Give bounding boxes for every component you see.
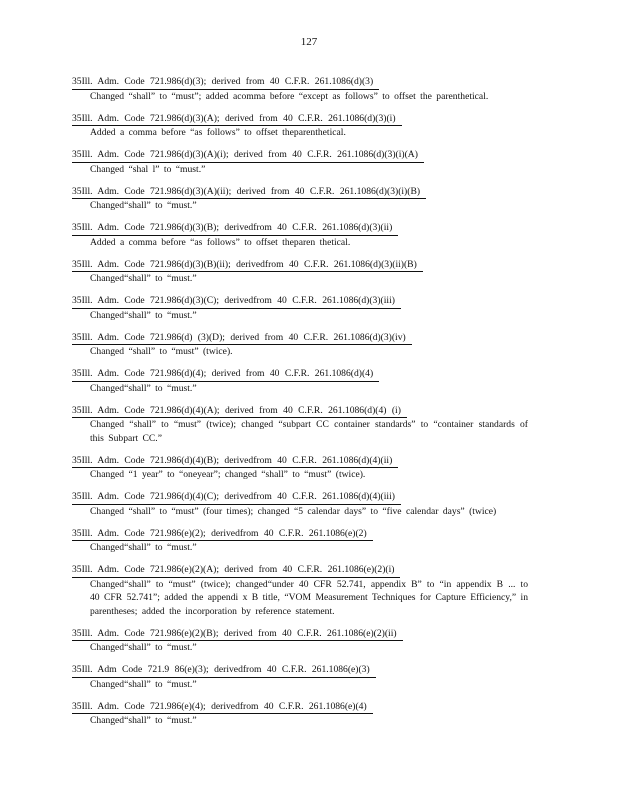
entry-citation: 35Ill. Adm. Code 721.986(d) (3)(D); derived from 40 C.F.R. 261.1086(d)(3)(iv) <box>72 332 412 346</box>
entry-note: Changed “shall” to “must” (twice); changed “subpart CC container standards” to “container standards of this Subpart CC.” <box>90 419 528 444</box>
entry-citation: 35Ill. Adm. Code 721.986(d)(4)(A); derived from 40 C.F.R. 261.1086(d)(4) (i) <box>72 405 407 419</box>
entry-citation: 35Ill. Adm. Code 721.986(d)(3)(A); derived from 40 C.F.R. 261.1086(d)(3)(i) <box>72 113 402 127</box>
derivation-entry <box>72 327 528 359</box>
entry-citation: 35Ill. Adm. Code 721.986(d)(3)(C); derivedfrom 40 C.F.R. 261.1086(d)(3)(iii) <box>72 295 401 309</box>
entry-citation: 35Ill. Adm. Code 721.986(e)(4); derivedfrom 40 C.F.R. 261.1086(e)(4) <box>72 701 373 715</box>
derivation-entry <box>72 400 528 446</box>
entry-citation: 35Ill. Adm. Code 721.986(d)(3)(A)(ii); derived from 40 C.F.R. 261.1086(d)(3)(i)(B) <box>72 186 426 200</box>
derivation-entry <box>72 450 528 482</box>
entry-citation: 35Ill. Adm. Code 721.986(d)(3)(A)(i); derived from 40 C.F.R. 261.1086(d)(3)(i)(A) <box>72 149 424 163</box>
derivation-entry <box>72 696 528 728</box>
entry-citation: 35Ill. Adm. Code 721.986(d)(3)(B); derivedfrom 40 C.F.R. 261.1086(d)(3)(ii) <box>72 222 398 236</box>
derivation-entry <box>72 217 528 249</box>
page-number: 127 <box>300 36 318 48</box>
entry-note: Changed“shall” to “must” (twice); changed“under 40 CFR 52.741, appendix B” to “in appendix B ... to 40 CFR 52.741”; added the appendi x B title, “VOM Measurement Techniques for Capture Efficiency,” in parentheses; added the incorporation by reference statement. <box>90 578 528 617</box>
entry-note: Changed“shall” to “must.” <box>90 382 197 394</box>
derivation-entry <box>72 181 528 213</box>
derivation-entry <box>72 71 528 103</box>
entry-citation: 35Ill. Adm. Code 721.986(d)(4); derived from 40 C.F.R. 261.1086(d)(4) <box>72 368 379 382</box>
entry-note: Added a comma before “as follows” to offset theparenthetical. <box>90 127 346 138</box>
derivation-entry <box>72 659 528 691</box>
derivation-notes-list <box>72 71 528 732</box>
derivation-entry <box>72 559 528 618</box>
entry-citation: 35Ill. Adm. Code 721.986(e)(2)(A); derived from 40 C.F.R. 261.1086(e)(2)(i) <box>72 564 400 578</box>
derivation-entry <box>72 144 528 176</box>
entry-note: Changed“shall” to “must.” <box>90 273 197 284</box>
entry-note: Changed“shall” to “must.” <box>90 715 197 726</box>
entry-note: Changed“shall” to “must.” <box>90 200 197 211</box>
entry-note: Changed“shall” to “must.” <box>90 642 197 653</box>
entry-citation: 35Ill. Adm. Code 721.986(d)(3); derived from 40 C.F.R. 261.1086(d)(3) <box>72 76 379 90</box>
entry-note: Changed “shall” to “must” (four times); changed “5 calendar days” to “five calendar days” (twice) <box>90 505 497 517</box>
derivation-entry <box>72 486 528 518</box>
entry-citation: 35Ill. Adm Code 721.9 86(e)(3); derivedfrom 40 C.F.R. 261.1086(e)(3) <box>72 664 376 678</box>
entry-note: Changed “1 year” to “oneyear”; changed “shall” to “must” (twice). <box>90 469 366 480</box>
derivation-entry <box>72 623 528 655</box>
entry-note: Changed “shal l” to “must.” <box>90 163 206 175</box>
entry-citation: 35Ill. Adm. Code 721.986(e)(2)(B); derived from 40 C.F.R. 261.1086(e)(2)(ii) <box>72 628 403 642</box>
entry-note: Changed“shall” to “must.” <box>90 542 197 553</box>
entry-citation: 35Ill. Adm. Code 721.986(e)(2); derivedfrom 40 C.F.R. 261.1086(e)(2) <box>72 528 373 542</box>
derivation-entry <box>72 108 528 140</box>
entry-note: Changed“shall” to “must.” <box>90 309 197 321</box>
entry-citation: 35Ill. Adm. Code 721.986(d)(4)(B); derivedfrom 40 C.F.R. 261.1086(d)(4)(ii) <box>72 455 398 469</box>
derivation-entry <box>72 290 528 322</box>
derivation-entry <box>72 523 528 555</box>
derivation-entry <box>72 363 528 395</box>
entry-citation: 35Ill. Adm. Code 721.986(d)(3)(B)(ii); derivedfrom 40 C.F.R. 261.1086(d)(3)(ii)(B) <box>72 259 423 273</box>
entry-citation: 35Ill. Adm. Code 721.986(d)(4)(C); derivedfrom 40 C.F.R. 261.1086(d)(4)(iii) <box>72 491 401 505</box>
entry-note: Changed“shall” to “must.” <box>90 678 197 690</box>
entry-note: Added a comma before “as follows” to offset theparen thetical. <box>90 236 351 248</box>
derivation-entry <box>72 254 528 286</box>
entry-note: Changed “shall” to “must” (twice). <box>90 346 233 357</box>
entry-note: Changed “shall” to “must”; added acomma before “except as follows” to offset the parenthetical. <box>90 90 489 102</box>
